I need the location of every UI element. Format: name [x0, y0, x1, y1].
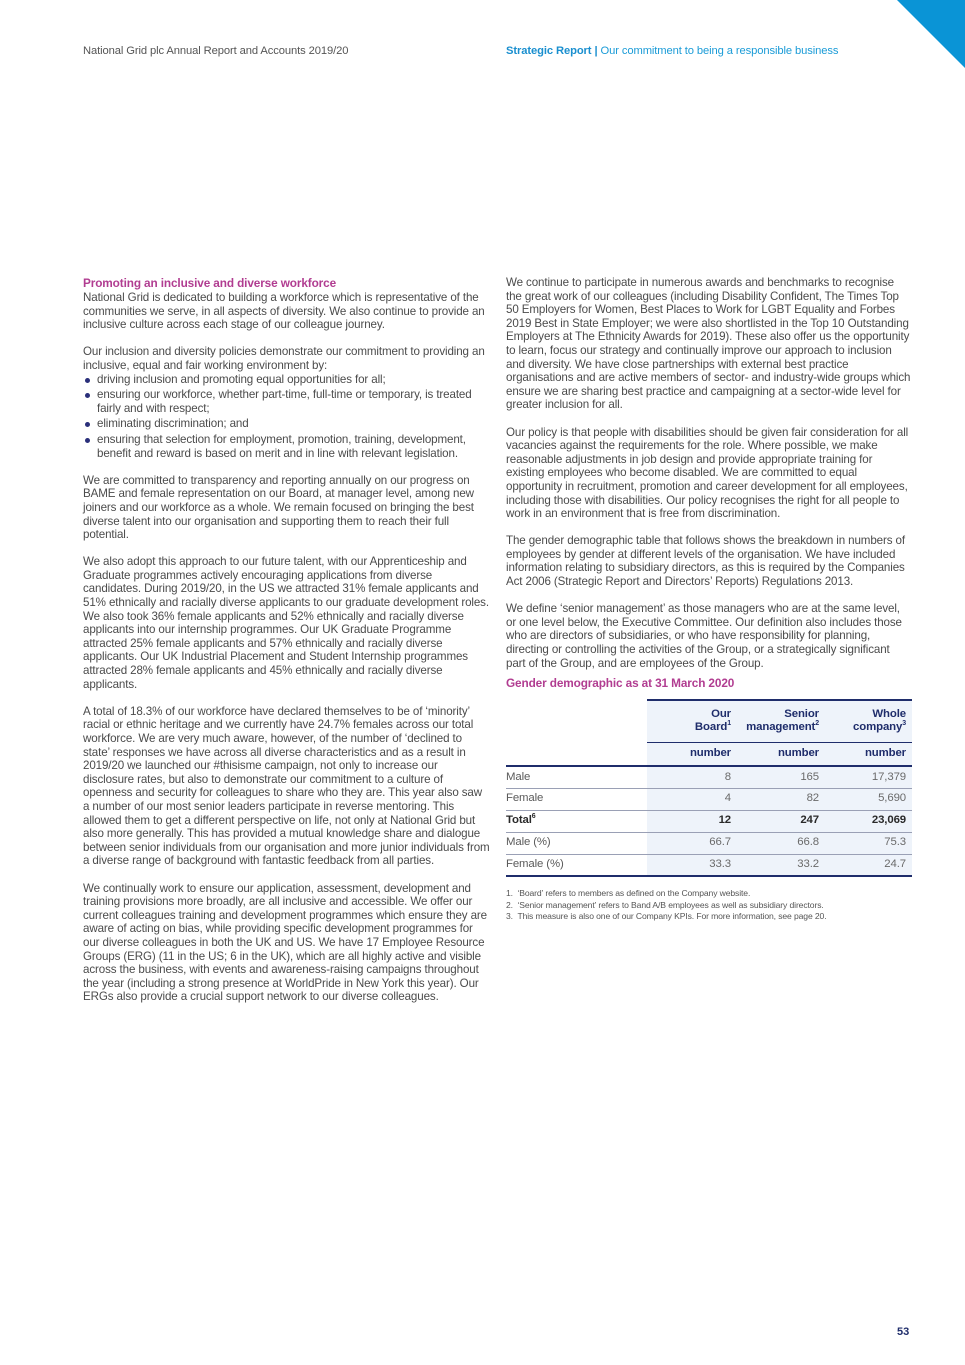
cell: 75.3: [825, 832, 912, 854]
table-row: [506, 766, 912, 788]
cell: 12: [647, 810, 737, 832]
footnote: 1. ‘Board’ refers to members as defined on the Company website.: [506, 888, 751, 899]
row-label: Male: [506, 766, 647, 788]
cell: 82: [737, 788, 825, 810]
policies-intro: Our inclusion and diversity policies demonstrate our commitment to providing an inclusive, equal and fair working environment by:: [83, 345, 485, 372]
table-row-total: [506, 810, 912, 832]
policies-list: [83, 373, 491, 461]
cell: 33.3: [647, 854, 737, 876]
column-header-board: Our Board$^1$: [647, 700, 737, 742]
unit-header: number: [647, 742, 737, 766]
row-label: Female (%): [506, 854, 647, 876]
awards-paragraph: We continue to participate in numerous awards and benchmarks to recognise the great work of our colleagues (including Disability Confident, The Times Top 50 Employers for Women, Best Places to Work for LGBT Equality and Forbes 2019 Best in State Employer; we were also shortlisted in the Top 10 Outstanding Employers at The Ethnicity Awards for 2019). These also offer us the opportunity to learn, focus our strategy and continually improve our approach to inclusion and diversity. We have close partnerships with external best practice organisations and are active members of sector- and industry-wide groups which ensure we are sharing best practice and campaigning at a sector-wide level for greater inclusion for all.: [506, 276, 911, 412]
table-row: [506, 788, 912, 810]
left-column: [83, 276, 491, 1017]
row-label: Male (%): [506, 832, 647, 854]
table-row: [506, 832, 912, 854]
intro-paragraph: National Grid is dedicated to building a workforce which is representative of the communities we serve, in all aspects of diversity. We also continue to provide an inclusive culture across each stage of our colleague journey.: [83, 291, 485, 332]
transparency-paragraph: We are committed to transparency and reporting annually on our progress on BAME and female representation on our Board, at manager level, among new joiners and our workforce as a whole. We remain focused on bringing the best diverse talent into our organisation and supporting them to reach their full potential.: [83, 473, 474, 542]
cell: 17,379: [825, 766, 912, 788]
footnote: 3. This measure is also one of our Company KPIs. For more information, see page 20.: [506, 911, 827, 922]
section-heading: Promoting an inclusive and diverse workforce: [83, 276, 337, 290]
cell: 66.7: [647, 832, 737, 854]
gender-demographic-table: [506, 699, 912, 877]
cell: 23,069: [825, 810, 912, 832]
workforce-diversity-paragraph: A total of 18.3% of our workforce have declared themselves to be of ‘minority’ racial or ethnic heritage and we currently have 24.7% females across our total workforce. We are very much aware, however, of the number of ‘declined to state’ responses we have across all diverse characteristics and as a result in 2019/20 we launched our #thisisme campaign, not only to increase our disclosure rates, but also to demonstrate our commitment to a culture of openness and security for colleagues to share who they are. This year also saw a number of our most senior leaders participate in reverse mentoring. This allowed them to get a different perspective on life, not only at National Grid but also more generally. This has provided a mutual knowledge share and dialogue between senior individuals from our organisation and more junior individuals from a diverse range of background with fantastic feedback from all parties.: [83, 704, 490, 868]
cell: 247: [737, 810, 825, 832]
section-breadcrumb: [506, 45, 838, 57]
senior-management-definition-paragraph: We define ‘senior management’ as those managers who are at the same level, or one level below, the Executive Committee. Our definition also includes those who are directors of subsidiaries, or who have responsibility for planning, directing or controlling the activities of the Group, or a strategically significant part of the Group, and are employees of the Group.: [506, 602, 902, 670]
table-footnotes: [506, 888, 912, 922]
footnote: 2. ‘Senior management’ refers to Band A/B employees as well as subsidiary directors.: [506, 899, 824, 910]
breadcrumb-subsection: Our commitment to being a responsible business: [600, 45, 839, 57]
table-title: Gender demographic as at 31 March 2020: [506, 676, 735, 691]
list-item: ensuring our workforce, whether part-time, full-time or temporary, is treated fairly and with respect;: [83, 388, 491, 415]
list-item: eliminating discrimination; and: [83, 417, 491, 431]
cell: 165: [737, 766, 825, 788]
disability-policy-paragraph: Our policy is that people with disabilities should be given fair consideration for all vacancies against the requirements for the role. Where possible, we make reasonable adjustments in job design and provide appropriate training for existing employees who become disabled. We are committed to equal opportunity in recruitment, promotion and career development for all employees, including those with disabilities. Our policy recognises the right for all people to work in an environment that is free from discrimination.: [506, 425, 909, 521]
row-label: Female: [506, 788, 647, 810]
list-item: driving inclusion and promoting equal opportunities for all;: [83, 373, 491, 387]
cell: 5,690: [825, 788, 912, 810]
right-column: [506, 276, 912, 922]
report-title: National Grid plc Annual Report and Accounts 2019/20: [83, 45, 349, 57]
corner-accent-triangle: [897, 0, 965, 68]
unit-header: number: [825, 742, 912, 766]
cell: 24.7: [825, 854, 912, 876]
list-item: ensuring that selection for employment, promotion, training, development, benefit and reward is based on merit and in line with relevant legislation.: [83, 433, 491, 460]
row-label: Total$^6$: [506, 810, 647, 832]
cell: 8: [647, 766, 737, 788]
cell: 66.8: [737, 832, 825, 854]
gender-table-intro-paragraph: The gender demographic table that follows shows the breakdown in numbers of employees by gender at different levels of the organisation. We have included information relating to subsidiary directors, as this is required by the Companies Act 2006 (Strategic Report and Directors’ Reports) Regulations 2013.: [506, 534, 905, 589]
column-header-senior-management: Senior management$^2$: [737, 700, 825, 742]
breadcrumb-section: Strategic Report: [506, 45, 592, 57]
column-header-whole-company: Whole company$^3$: [825, 700, 912, 742]
cell: 4: [647, 788, 737, 810]
unit-header: number: [737, 742, 825, 766]
future-talent-paragraph: We also adopt this approach to our future talent, with our Apprenticeship and Graduate programmes actively encouraging applications from diverse candidates. During 2019/20, in the US we attracted 31% female applicants and 51% ethnically and racially diverse applicants to our graduate development roles. We also took 36% female applicants and 52% ethnically and racially diverse applicants into our internship programmes. Our UK Graduate Programme attracted 25% female applicants and 57% ethnically and racially diverse applicants. Our UK Industrial Placement and Student Internship programmes attracted 28% female applicants and 45% ethnically and racially diverse applicants.: [83, 555, 489, 691]
breadcrumb-separator: |: [594, 45, 598, 57]
table-row: [506, 854, 912, 876]
page-number: 53: [897, 1326, 910, 1338]
cell: 33.2: [737, 854, 825, 876]
erg-paragraph: We continually work to ensure our application, assessment, development and training provisions more broadly, are all inclusive and accessible. We offer our current colleagues training and development programmes which ensure they are aware of acting on bias, while providing specific development programmes for our diverse colleagues in both the UK and US. We have 17 Employee Resource Groups (ERG) (11 in the US; 6 in the UK), which are all highly active and visible across the business, with events and awareness-raising campaigns throughout the year (including a strong presence at WorldPride in New York this year). Our ERGs also provide a crucial support network to our diverse colleagues.: [83, 881, 487, 1004]
